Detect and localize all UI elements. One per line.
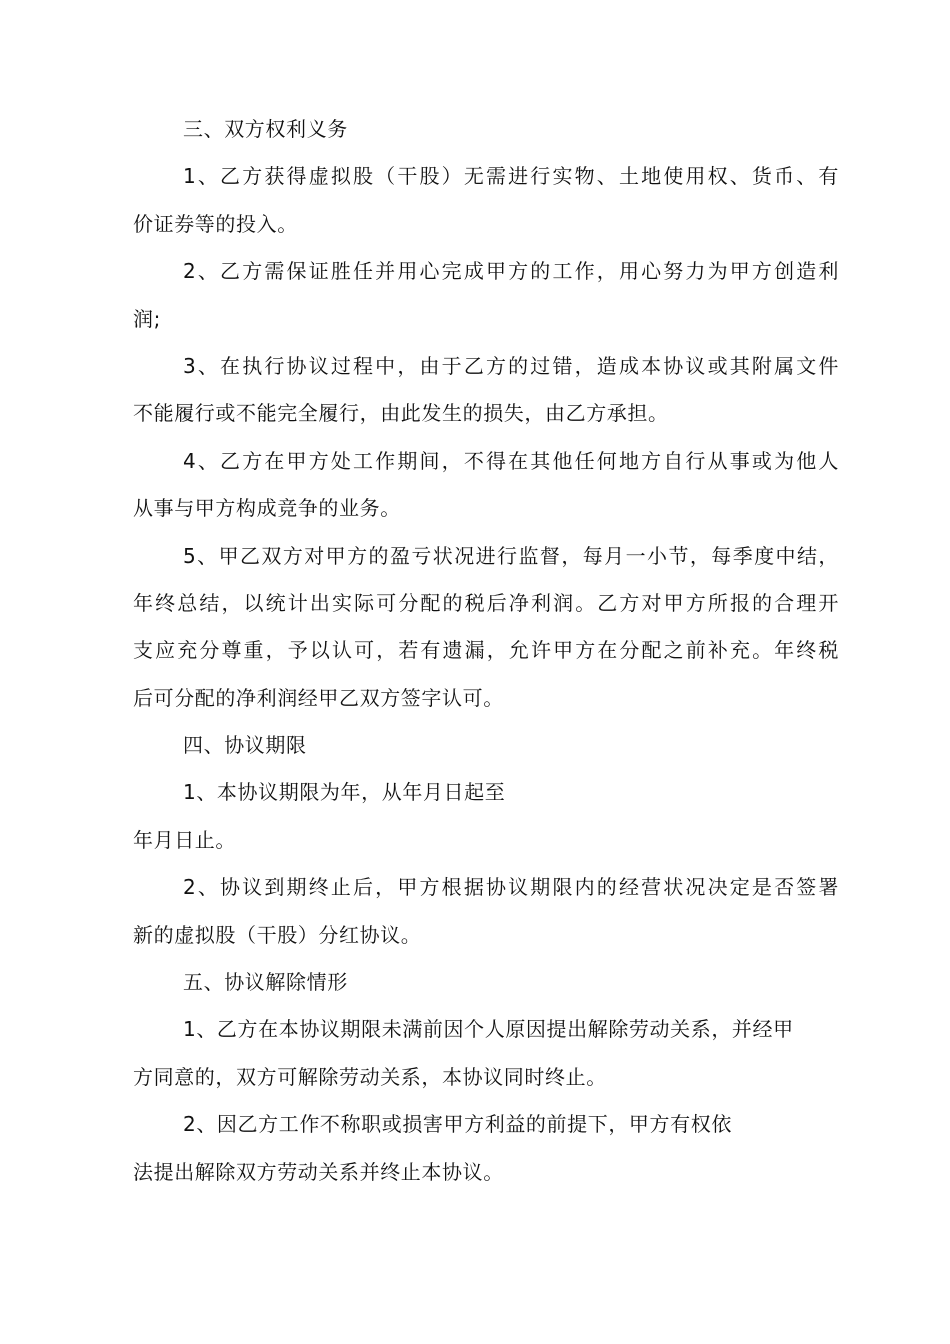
doc-line: 2、因乙方工作不称职或损害甲方利益的前提下，甲方有权依 bbox=[183, 1112, 732, 1137]
doc-line: 四、协议期限 bbox=[183, 733, 307, 758]
doc-line: 1、乙方在本协议期限未满前因个人原因提出解除劳动关系，并经甲 bbox=[183, 1017, 794, 1042]
doc-line: 三、双方权利义务 bbox=[183, 117, 348, 141]
doc-line: 支应充分尊重，予以认可，若有遗漏，允许甲方在分配之前补充。年终税 bbox=[133, 638, 839, 663]
doc-line: 五、协议解除情形 bbox=[183, 970, 348, 995]
doc-line: 4、乙方在甲方处工作期间，不得在其他任何地方自行从事或为他人 bbox=[183, 448, 839, 473]
doc-line: 5、甲乙双方对甲方的盈亏状况进行监督，每月一小节，每季度中结， bbox=[183, 543, 839, 568]
doc-line: 方同意的，双方可解除劳动关系，本协议同时终止。 bbox=[133, 1064, 607, 1089]
doc-line: 后可分配的净利润经甲乙双方签字认可。 bbox=[133, 685, 504, 710]
doc-line: 从事与甲方构成竞争的业务。 bbox=[133, 496, 401, 521]
doc-line: 新的虚拟股（干股）分红协议。 bbox=[133, 922, 422, 947]
doc-line: 价证券等的投入。 bbox=[133, 211, 298, 236]
doc-line: 1、乙方获得虚拟股（干股）无需进行实物、土地使用权、货币、有 bbox=[183, 164, 839, 189]
doc-line: 年月日止。 bbox=[133, 827, 236, 852]
doc-line: 法提出解除双方劳动关系并终止本协议。 bbox=[133, 1159, 504, 1184]
doc-line: 2、乙方需保证胜任并用心完成甲方的工作，用心努力为甲方创造利 bbox=[183, 259, 839, 284]
document-body bbox=[133, 106, 839, 1196]
doc-line: 1、本协议期限为年，从年月日起至 bbox=[183, 780, 506, 805]
doc-line: 3、在执行协议过程中，由于乙方的过错，造成本协议或其附属文件 bbox=[183, 353, 839, 378]
doc-line: 年终总结，以统计出实际可分配的税后净利润。乙方对甲方所报的合理开 bbox=[133, 590, 839, 615]
doc-line: 不能履行或不能完全履行，由此发生的损失，由乙方承担。 bbox=[133, 401, 669, 426]
doc-line: 润; bbox=[133, 306, 161, 331]
doc-line: 2、协议到期终止后，甲方根据协议期限内的经营状况决定是否签署 bbox=[183, 875, 839, 900]
